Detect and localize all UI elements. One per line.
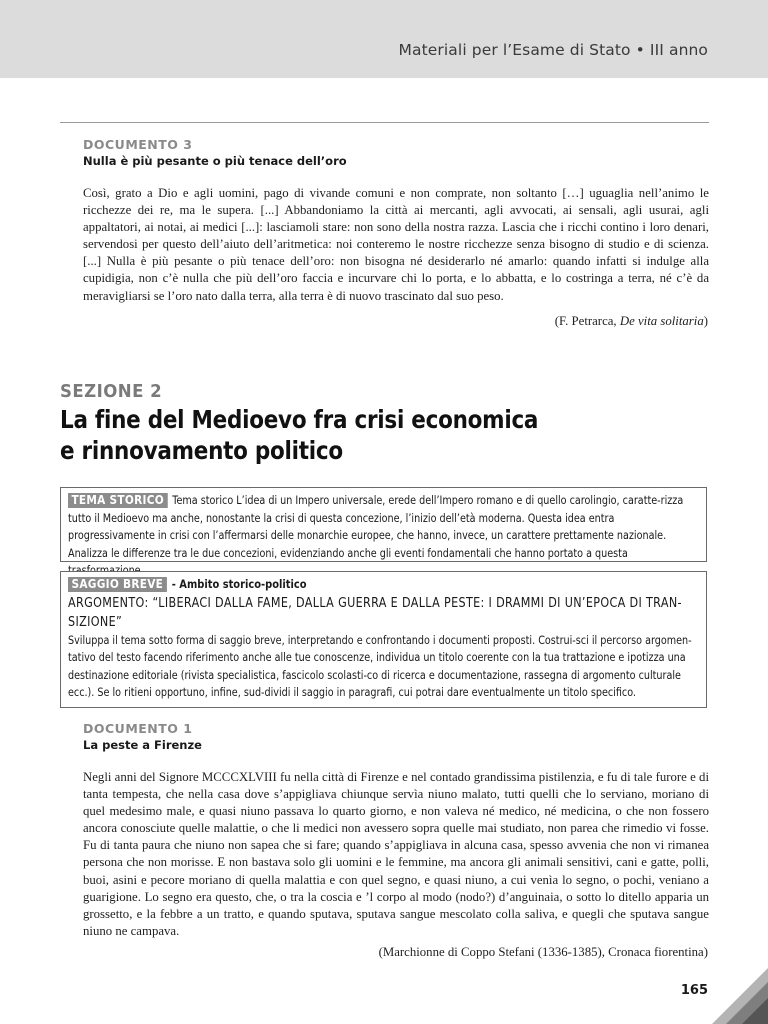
tema-storico-tag: TEMA STORICO	[68, 493, 167, 508]
saggio-breve-argomento: ARGOMENTO: “LIBERACI DALLA FAME, DALLA GUERRA E DALLA PESTE: I DRAMMI DI UN’EPOCA DI TRAN-SIZIONE”	[68, 595, 682, 630]
document1-source: (Marchionne di Coppo Stefani (1336-1385), Cronaca fiorentina)	[378, 945, 708, 959]
document1-label: DOCUMENTO 1	[83, 721, 193, 736]
saggio-breve-text: Sviluppa il tema sotto forma di saggio breve, interpretando e confrontando i documenti proposti. Costrui-sci il percorso argomen-tativo del testo facendo riferimento anche alle tue conoscenze, individua un titolo coerente con la tua trattazione e ipotizza una destinazione editoriale (rivista specialistica, fascicolo scolasti-co di ricerca e documentazione, rassegna di argomento culturale ecc.). Se lo ritieni opportuno, infine, sud-dividi il saggio in paragrafi, cui potrai dare eventualmente un titolo specifico.	[68, 633, 692, 700]
section-title-line1: La fine del Medioevo fra crisi economica	[60, 405, 539, 434]
saggio-breve-box	[60, 571, 707, 708]
tema-storico-text: Tema storico L’idea di un Impero universale, erede dell’Impero romano e di quello carolingio, caratte-rizza tutto il Medioevo ma anche, nonostante la crisi di questa concezione, l’inizio dell’età moderna. Questa idea entra progressivamente in crisi con l’affermarsi delle monarchie europee, che hanno, invece, un carattere prettamente nazionale. Analizza le differenze tra le due concezioni, evidenziando anche gli eventi fondamentali che hanno portato a questa	[68, 494, 684, 560]
corner-decoration	[694, 968, 768, 1024]
document3-label: DOCUMENTO 3	[83, 137, 193, 152]
document3-source	[555, 314, 708, 329]
page-number: 165	[680, 983, 708, 998]
saggio-breve-subtitle: - Ambito storico-politico	[168, 577, 307, 591]
saggio-breve-header	[68, 576, 702, 594]
document1-text: Negli anni del Signore MCCCXLVIII fu nella città di Firenze e nel contado grandissima pistilenzia, e fu di tale furore e di tanta tempesta, che nella casa dove s’appigliava chiunque servìa niuno malato, tutti quelli che lo serviano, moriano di quel medesimo male, e quasi niuno passava lo quarto giorno, e non valeva né medico, né medicina, o che non fossero ancora conosciute quelle malattie, o che li medici non avessero sopra quelle mai studiato, non parea che rimedio vi fosse. Fu di tanta paura che niuno non sapea che si fare; quando s’appigliava in alcuna casa, spesso avvenia che non vi rimanea persona che non morisse. E non bastava solo gli uomini e le femmine, ma ancora gli animali sensitivi, cani e gatte, polli, buoi, asini e pecore moriano di quella malattia e con quel segno, e quasi niuno, a cui venìa lo segno, o pochi, veniano a guarigione. Lo segno era questo, che, o tra la coscia e ’l corpo al modo (nodo?) d’anguinaia, o sotto lo ditello apparia un grossetto, e la febbre a un tratto, e quando sputava, sputava sangue mescolato colla saliva, e quegli che sputava sangue niuno ne campava.	[83, 770, 709, 938]
tema-storico-box	[60, 487, 707, 562]
saggio-breve-tag: SAGGIO BREVE	[68, 577, 167, 592]
section-title-line2: e rinnovamento politico	[60, 436, 343, 465]
top-rule	[60, 122, 709, 123]
section-title	[60, 404, 576, 466]
document1-title: La peste a Firenze	[83, 738, 202, 752]
document3-source-close: )	[703, 314, 708, 328]
running-head: Materiali per l’Esame di Stato • III anno	[398, 41, 708, 59]
document3-title: Nulla è più pesante o più tenace dell’oro	[83, 154, 347, 168]
document3-source-work: De vita solitaria	[619, 314, 704, 328]
section-number: SEZIONE 2	[60, 381, 163, 402]
header-band	[0, 0, 768, 78]
document3-source-author: (F. Petrarca,	[554, 314, 620, 328]
document3-text: Così, grato a Dio e agli uomini, pago di vivande comuni e non comprate, non soltanto […] uguaglia nell’animo le ricchezze dei re, ma le supera. [...] Abbandoniamo la città ai mercanti, agli avvocati, ai sensali, agli usurai, agli appaltatori, ai notai, ai medici [...]: lasciamoli stare: non sono della nostra razza. Lascia che i ricchi contino i loro denari, servendosi per questo dell’aiuto dell’aritmetica: noi conteremo le nostre ricchezze senza bisogno di studio e di scienza. [...] Nulla è più pesante o più tenace dell’oro: non bisogna né desiderarlo né amarlo: quando infatti si indulge alla cupidigia, non c’è nulla che più dell’oro faccia e incurvare chi lo porta, e lo abbatta, e lo costringa a terra, né c’è da meravigliarsi se l’oro nato dalla terra, alla terra è di nuovo trascinato dal suo peso.	[83, 186, 709, 303]
